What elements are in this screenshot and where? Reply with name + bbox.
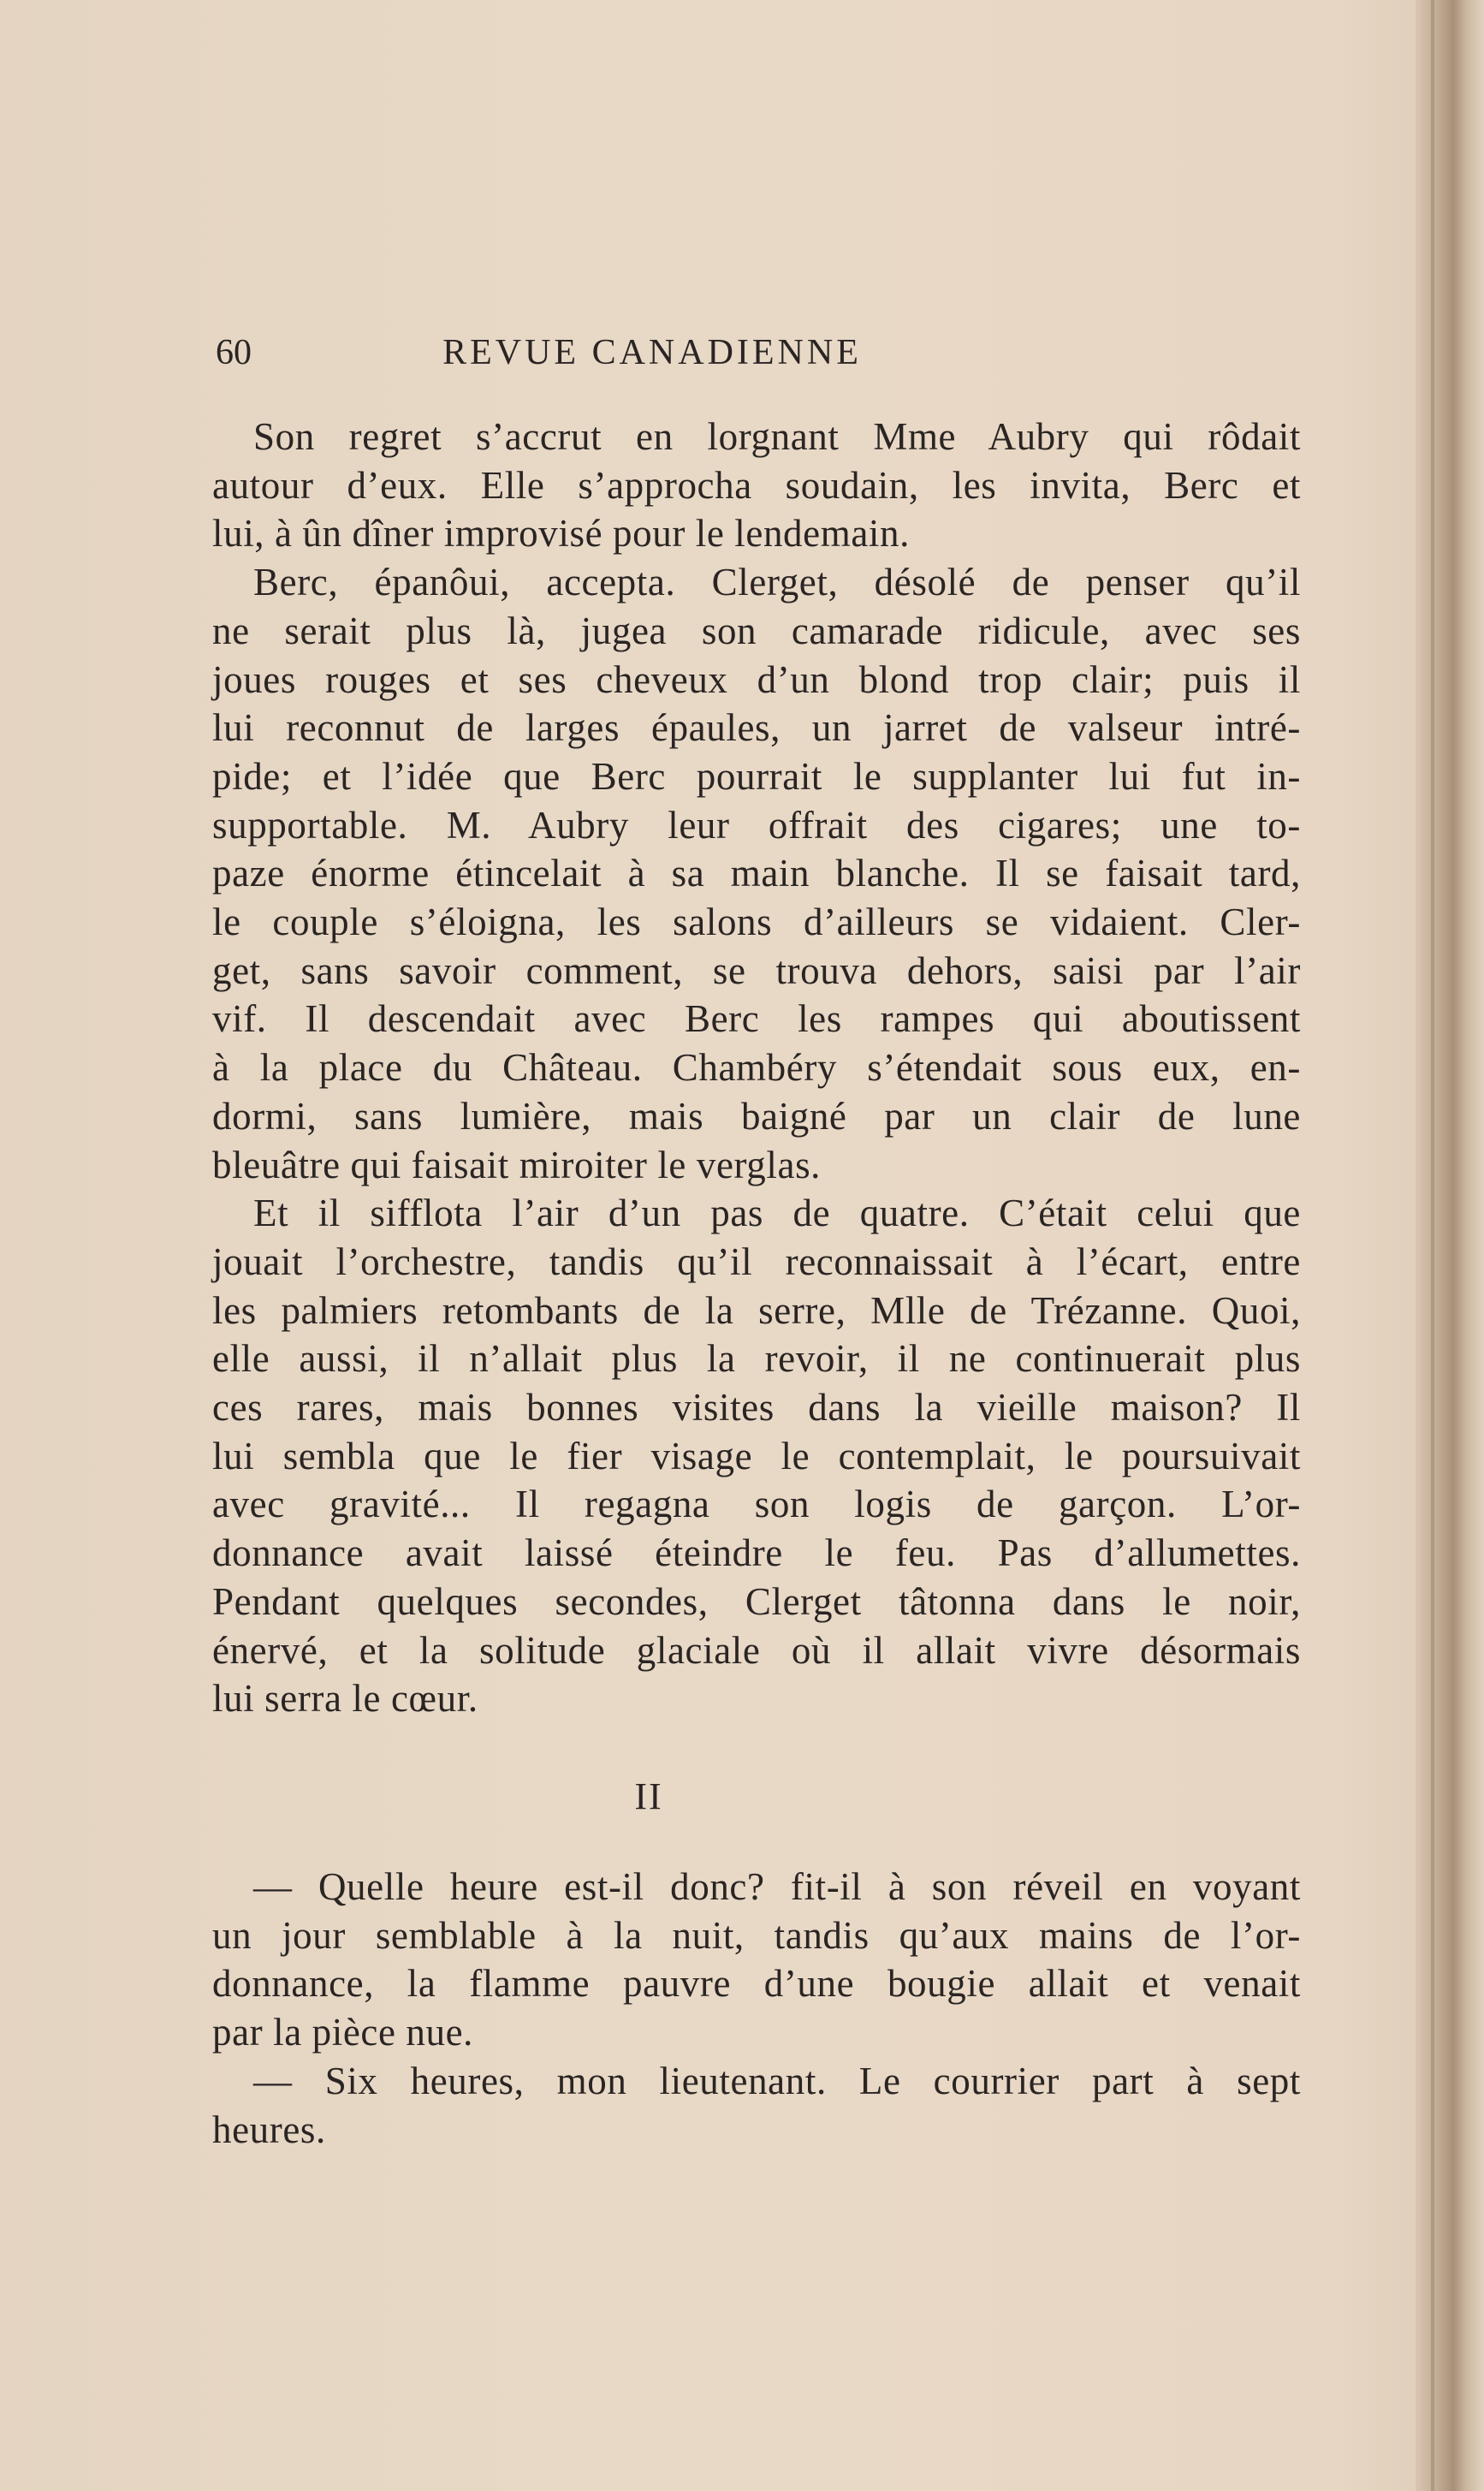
text-line: lui serra le cœur. [212,1677,478,1721]
text-line: énervé, et la solitude glaciale où il allait vivre désormais [212,1628,1301,1672]
text-line: le couple s’éloigna, les salons d’ailleurs se vidaient. Cler- [212,901,1301,944]
paragraph-2 [212,558,1301,1189]
page-gutter-shadow [1416,0,1484,2491]
text-line: avec gravité... Il regagna son logis de garçon. L’or- [212,1483,1301,1526]
text-line: donnance avait laissé éteindre le feu. Pas d’allumettes. [212,1531,1301,1575]
text-line: jouait l’orchestre, tandis qu’il reconnaissait à l’écart, entre [212,1240,1301,1283]
text-line: Pendant quelques secondes, Clerget tâtonna dans le noir, [212,1579,1301,1623]
text-line: Et il sifflota l’air d’un pas de quatre. C’était celui que [253,1192,1301,1235]
text-line: Berc, épanôui, accepta. Clerget, désolé de penser qu’il [253,561,1301,604]
text-line: ces rares, mais bonnes visites dans la vieille maison? Il [212,1386,1301,1430]
text-line: get, sans savoir comment, se trouva dehors, saisi par l’air [212,948,1301,992]
text-line: pide; et l’idée que Berc pourrait le supplanter lui fut in- [212,754,1301,798]
text-line: supportable. M. Aubry leur offrait des cigares; une to- [212,803,1301,847]
text-line: un jour semblable à la nuit, tandis qu’aux mains de l’or- [212,1913,1301,1957]
text-line: bleuâtre qui faisait miroiter le verglas. [212,1143,822,1186]
running-title: REVUE CANADIENNE [442,333,862,372]
paragraph-3 [212,1189,1301,1723]
text-line: à la place du Château. Chambéry s’étendait sous eux, en- [212,1046,1301,1090]
body-text [212,413,1301,2154]
text-line: vif. Il descendait avec Berc les rampes qui aboutissent [212,997,1301,1041]
dialogue-1 [212,1863,1301,2057]
text-line: — Quelle heure est-il donc? fit-il à son réveil en voyant [253,1864,1301,1908]
dialogue-2 [212,2057,1301,2154]
paragraph-1 [212,413,1301,558]
text-line: heures. [212,2108,326,2151]
text-line: autour d’eux. Elle s’approcha soudain, les invita, Berc et [212,463,1301,507]
text-line: Son regret s’accrut en lorgnant Mme Aubry qui rôdait [253,415,1301,458]
text-line: lui sembla que le fier visage le contemplait, le poursuivait [212,1434,1301,1477]
text-line: elle aussi, il n’allait plus la revoir, il ne continuerait plus [212,1337,1301,1381]
page-binding-edge [1431,0,1434,2491]
text-line: les palmiers retombants de la serre, Mlle de Trézanne. Quoi, [212,1288,1301,1332]
text-line: dormi, sans lumière, mais baigné par un clair de lune [212,1094,1301,1138]
text-line: — Six heures, mon lieutenant. Le courrier part à sept [253,2059,1301,2102]
text-line: lui reconnut de larges épaules, un jarret de valseur intré- [212,706,1301,750]
text-line: ne serait plus là, jugea son camarade ridicule, avec ses [212,609,1301,652]
page-header [216,332,1303,383]
text-line: paze énorme étincelait à sa main blanche. Il se faisait tard, [212,852,1301,895]
text-line: par la pièce nue. [212,2011,474,2054]
text-line: joues rouges et ses cheveux d’un blond trop clair; puis il [212,657,1301,701]
section-heading: II [634,1775,663,1817]
text-line: donnance, la flamme pauvre d’une bougie allait et venait [212,1962,1301,2006]
text-line: lui, à ûn dîner improvisé pour le lendemain. [212,512,910,556]
page-number: 60 [216,333,252,372]
